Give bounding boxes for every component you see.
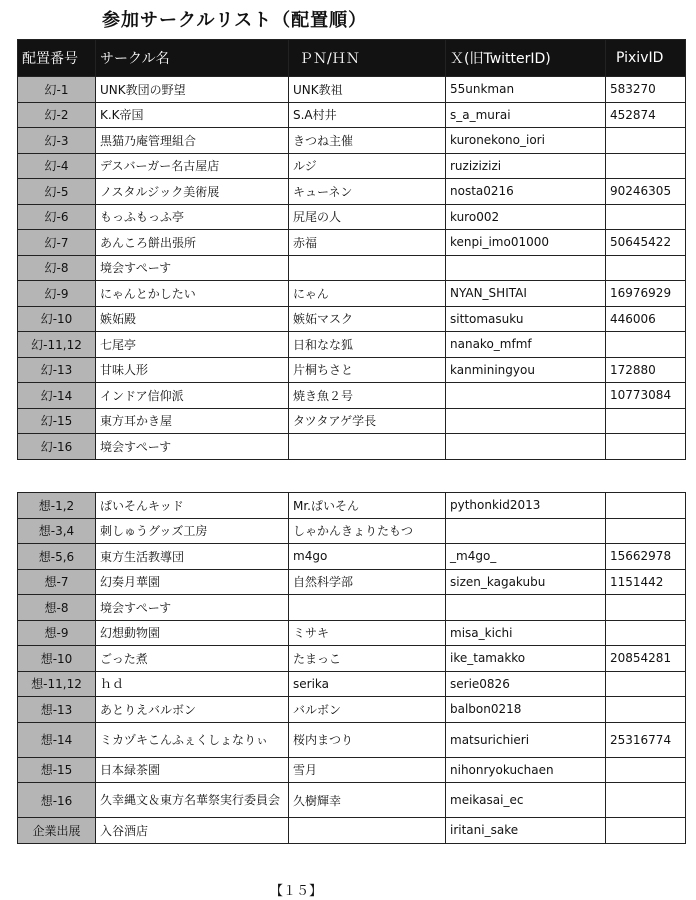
pixiv-id-cell: 452874: [606, 102, 686, 128]
placement-number-cell: 幻-8: [18, 255, 96, 281]
x-id-cell: ike_tamakko: [446, 646, 606, 672]
table-row: [18, 128, 686, 154]
placement-number-cell: 想-1,2: [18, 493, 96, 519]
placement-number-cell: 想-8: [18, 595, 96, 621]
x-id-cell: iritani_sake: [446, 818, 606, 844]
placement-number-cell: 幻-2: [18, 102, 96, 128]
x-id-cell: [446, 408, 606, 434]
circle-name-cell: 幻奏月華園: [96, 569, 289, 595]
placement-number-cell: 幻-13: [18, 357, 96, 383]
pen-name-cell: [289, 595, 446, 621]
x-id-cell: meikasai_ec: [446, 783, 606, 818]
table-row: [18, 595, 686, 621]
pixiv-id-cell: 583270: [606, 77, 686, 103]
circle-name-cell: あんころ餅出張所: [96, 230, 289, 256]
table-row: [18, 697, 686, 723]
pen-name-cell: 桜内まつり: [289, 722, 446, 757]
pen-name-cell: 自然科学部: [289, 569, 446, 595]
circle-name-cell: インドア信仰派: [96, 383, 289, 409]
circle-name-cell: UNK教団の野望: [96, 77, 289, 103]
pen-name-cell: 焼き魚２号: [289, 383, 446, 409]
pen-name-cell: 日和なな狐: [289, 332, 446, 358]
pen-name-cell: タツタアゲ学長: [289, 408, 446, 434]
circle-name-cell: 東方生活教導団: [96, 544, 289, 570]
table-row: [18, 102, 686, 128]
pen-name-cell: バルボン: [289, 697, 446, 723]
circle-name-cell: 境会すぺーす: [96, 595, 289, 621]
placement-number-cell: 想-14: [18, 722, 96, 757]
pixiv-id-cell: [606, 757, 686, 783]
table-row: [18, 255, 686, 281]
circle-name-cell: ｈｄ: [96, 671, 289, 697]
x-id-cell: kenpi_imo01000: [446, 230, 606, 256]
x-id-cell: kuro002: [446, 204, 606, 230]
placement-number-cell: 幻-5: [18, 179, 96, 205]
circle-name-cell: 東方耳かき屋: [96, 408, 289, 434]
x-id-cell: NYAN_SHITAI: [446, 281, 606, 307]
circle-name-cell: 幻想動物園: [96, 620, 289, 646]
x-id-cell: kanminingyou: [446, 357, 606, 383]
table-row: [18, 281, 686, 307]
pen-name-cell: きつね主催: [289, 128, 446, 154]
pen-name-cell: ミサキ: [289, 620, 446, 646]
placement-number-cell: 想-5,6: [18, 544, 96, 570]
circle-name-cell: 黒猫乃庵管理組合: [96, 128, 289, 154]
table-row: [18, 620, 686, 646]
header-x-id: Ｘ(旧TwitterID): [446, 40, 606, 77]
pixiv-id-cell: 10773084: [606, 383, 686, 409]
placement-number-cell: 幻-15: [18, 408, 96, 434]
pen-name-cell: にゃん: [289, 281, 446, 307]
pixiv-id-cell: 446006: [606, 306, 686, 332]
table-row: [18, 783, 686, 818]
pen-name-cell: [289, 818, 446, 844]
x-id-cell: nosta0216: [446, 179, 606, 205]
x-id-cell: [446, 595, 606, 621]
table-row: [18, 757, 686, 783]
table-row: [18, 77, 686, 103]
circle-name-cell: デスバーガー名古屋店: [96, 153, 289, 179]
placement-number-cell: 幻-16: [18, 434, 96, 460]
table-row: [18, 671, 686, 697]
pen-name-cell: S.A村井: [289, 102, 446, 128]
placement-number-cell: 想-15: [18, 757, 96, 783]
pen-name-cell: Mr.ぱいそん: [289, 493, 446, 519]
x-id-cell: matsurichieri: [446, 722, 606, 757]
circle-name-cell: 入谷酒店: [96, 818, 289, 844]
header-placement-number: 配置番号: [18, 40, 96, 77]
circle-name-cell: 七尾亭: [96, 332, 289, 358]
x-id-cell: sittomasuku: [446, 306, 606, 332]
header-circle-name: サークル名: [96, 40, 289, 77]
x-id-cell: pythonkid2013: [446, 493, 606, 519]
header-pen-name: ＰＮ/ＨＮ: [289, 40, 446, 77]
table-row: [18, 818, 686, 844]
pen-name-cell: ルジ: [289, 153, 446, 179]
pixiv-id-cell: [606, 493, 686, 519]
x-id-cell: [446, 383, 606, 409]
placement-number-cell: 企業出展: [18, 818, 96, 844]
pixiv-id-cell: 15662978: [606, 544, 686, 570]
pen-name-cell: 久樹輝幸: [289, 783, 446, 818]
table-row: [18, 493, 686, 519]
pen-name-cell: serika: [289, 671, 446, 697]
pixiv-id-cell: [606, 128, 686, 154]
x-id-cell: 55unkman: [446, 77, 606, 103]
table-row: [18, 230, 686, 256]
circle-name-cell: ノスタルジック美術展: [96, 179, 289, 205]
circle-name-cell: K.K帝国: [96, 102, 289, 128]
circle-name-cell: ミカヅキこんふぇくしょなりぃ: [96, 722, 289, 757]
pixiv-id-cell: [606, 518, 686, 544]
table-header-row: [18, 40, 686, 77]
pen-name-cell: 尻尾の人: [289, 204, 446, 230]
circle-name-cell: 境会すぺーす: [96, 434, 289, 460]
circle-name-cell: 刺しゅうグッズ工房: [96, 518, 289, 544]
table-row: [18, 357, 686, 383]
pixiv-id-cell: [606, 671, 686, 697]
pen-name-cell: [289, 434, 446, 460]
circle-name-cell: もっふもっふ亭: [96, 204, 289, 230]
pen-name-cell: しゃかんきょりたもつ: [289, 518, 446, 544]
circle-name-cell: にゃんとかしたい: [96, 281, 289, 307]
placement-number-cell: 想-13: [18, 697, 96, 723]
x-id-cell: _m4go_: [446, 544, 606, 570]
placement-number-cell: 想-7: [18, 569, 96, 595]
pixiv-id-cell: [606, 783, 686, 818]
x-id-cell: s_a_murai: [446, 102, 606, 128]
placement-number-cell: 幻-10: [18, 306, 96, 332]
pixiv-id-cell: [606, 818, 686, 844]
circle-name-cell: 日本緑茶園: [96, 757, 289, 783]
placement-number-cell: 想-10: [18, 646, 96, 672]
table-row: [18, 383, 686, 409]
x-id-cell: [446, 255, 606, 281]
table-row: [18, 306, 686, 332]
pen-name-cell: 赤福: [289, 230, 446, 256]
table-row: [18, 408, 686, 434]
header-pixiv-id: PixivID: [606, 40, 686, 77]
placement-number-cell: 幻-1: [18, 77, 96, 103]
pixiv-id-cell: [606, 204, 686, 230]
placement-number-cell: 想-9: [18, 620, 96, 646]
pixiv-id-cell: 16976929: [606, 281, 686, 307]
x-id-cell: [446, 434, 606, 460]
x-id-cell: ruzizizizi: [446, 153, 606, 179]
table-row: [18, 544, 686, 570]
x-id-cell: nihonryokuchaen: [446, 757, 606, 783]
pixiv-id-cell: 50645422: [606, 230, 686, 256]
pen-name-cell: m4go: [289, 544, 446, 570]
circle-name-cell: ごった煮: [96, 646, 289, 672]
pixiv-id-cell: 20854281: [606, 646, 686, 672]
x-id-cell: [446, 518, 606, 544]
table-row: [18, 722, 686, 757]
pixiv-id-cell: [606, 697, 686, 723]
pixiv-id-cell: [606, 153, 686, 179]
pixiv-id-cell: [606, 332, 686, 358]
pen-name-cell: キューネン: [289, 179, 446, 205]
circle-name-cell: 久幸縄文＆東方名華祭実行委員会: [96, 783, 289, 818]
table-row: [18, 646, 686, 672]
placement-number-cell: 想-11,12: [18, 671, 96, 697]
table-row: [18, 518, 686, 544]
pen-name-cell: [289, 255, 446, 281]
placement-number-cell: 想-16: [18, 783, 96, 818]
pen-name-cell: たまっこ: [289, 646, 446, 672]
table-row: [18, 179, 686, 205]
pixiv-id-cell: [606, 255, 686, 281]
pen-name-cell: 嫉妬マスク: [289, 306, 446, 332]
circle-name-cell: ぱいそんキッド: [96, 493, 289, 519]
pixiv-id-cell: 90246305: [606, 179, 686, 205]
pixiv-id-cell: 25316774: [606, 722, 686, 757]
circle-name-cell: 甘味人形: [96, 357, 289, 383]
page-number: 【１５】: [270, 884, 323, 899]
pixiv-id-cell: [606, 434, 686, 460]
circle-name-cell: あとりえバルボン: [96, 697, 289, 723]
x-id-cell: nanako_mfmf: [446, 332, 606, 358]
pixiv-id-cell: [606, 408, 686, 434]
circle-name-cell: 境会すぺーす: [96, 255, 289, 281]
x-id-cell: serie0826: [446, 671, 606, 697]
x-id-cell: balbon0218: [446, 697, 606, 723]
placement-number-cell: 幻-14: [18, 383, 96, 409]
placement-number-cell: 幻-4: [18, 153, 96, 179]
circle-name-cell: 嫉妬殿: [96, 306, 289, 332]
table-row: [18, 153, 686, 179]
placement-number-cell: 幻-6: [18, 204, 96, 230]
pixiv-id-cell: [606, 620, 686, 646]
x-id-cell: kuronekono_iori: [446, 128, 606, 154]
circle-table-gensou: [17, 39, 686, 460]
placement-number-cell: 幻-9: [18, 281, 96, 307]
table-row: [18, 434, 686, 460]
x-id-cell: sizen_kagakubu: [446, 569, 606, 595]
placement-number-cell: 想-3,4: [18, 518, 96, 544]
table-row: [18, 569, 686, 595]
x-id-cell: misa_kichi: [446, 620, 606, 646]
pixiv-id-cell: 1151442: [606, 569, 686, 595]
pen-name-cell: UNK教祖: [289, 77, 446, 103]
pixiv-id-cell: 172880: [606, 357, 686, 383]
placement-number-cell: 幻-7: [18, 230, 96, 256]
page-title: 参加サークルリスト（配置順）: [102, 10, 368, 31]
placement-number-cell: 幻-3: [18, 128, 96, 154]
pen-name-cell: 雪月: [289, 757, 446, 783]
circle-table-sou: [17, 492, 686, 844]
pen-name-cell: 片桐ちさと: [289, 357, 446, 383]
placement-number-cell: 幻-11,12: [18, 332, 96, 358]
pixiv-id-cell: [606, 595, 686, 621]
table-row: [18, 332, 686, 358]
table-row: [18, 204, 686, 230]
